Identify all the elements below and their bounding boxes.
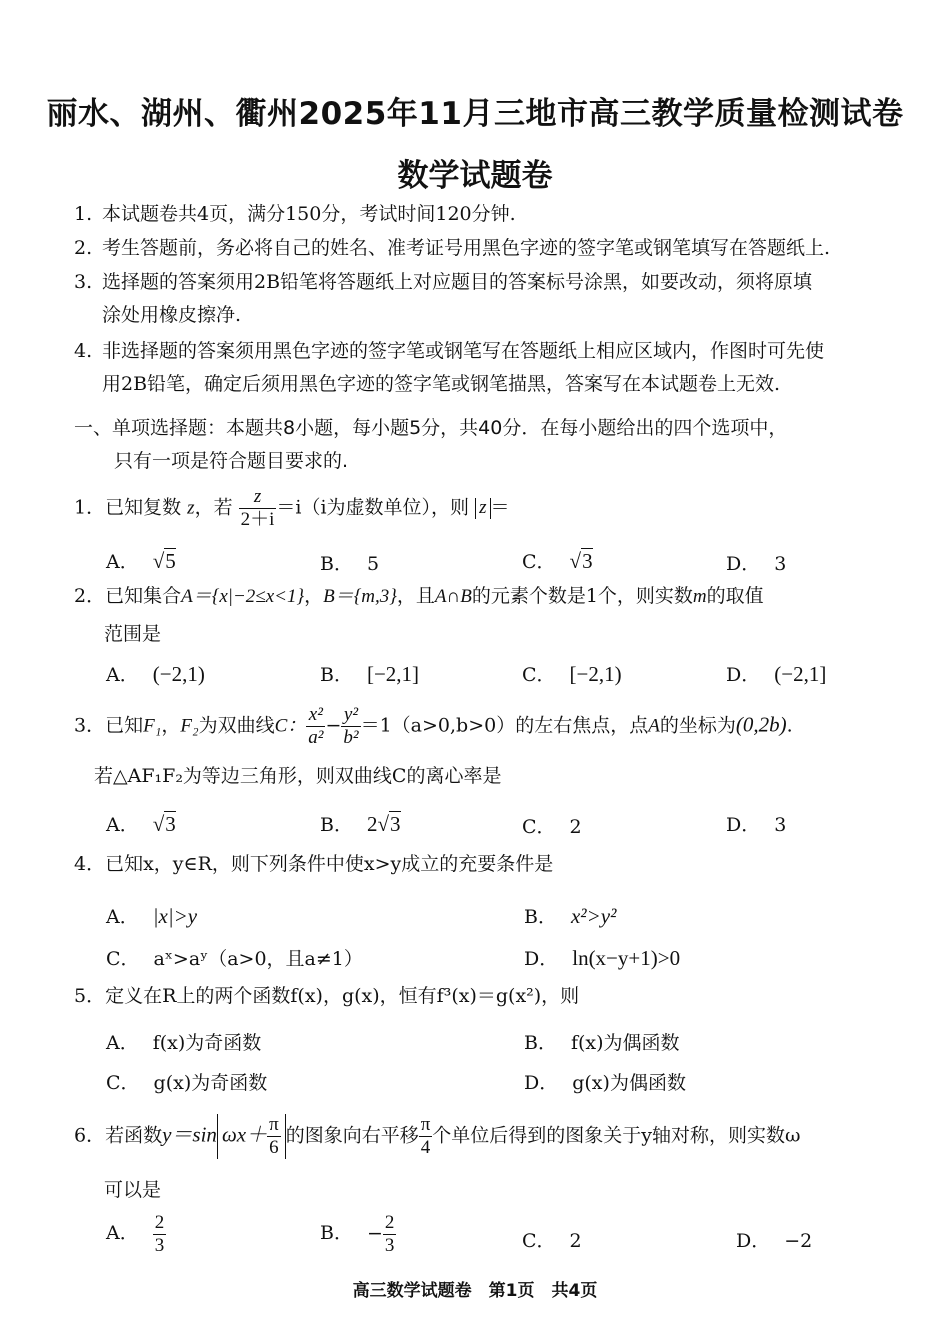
q6-option-b[interactable]: B． − $\frac{2}{3}$ — [320, 1212, 395, 1256]
q6-shift-fraction: $\frac{\pi}{4}$ — [420, 1114, 431, 1158]
q1-option-c[interactable]: C． √3 — [522, 549, 593, 573]
q2-option-d[interactable]: D． (−2,1] — [726, 662, 827, 686]
note-4: 4. 非选择题的答案须用黑色字迹的签字笔或钢笔写在答题纸上相应区域内，作图时可先使 — [74, 340, 825, 362]
q4-option-b[interactable]: B． x²>y² — [524, 904, 617, 928]
question-2-cont: 范围是 — [104, 623, 162, 645]
q3-option-b[interactable]: B． 2√3 — [320, 812, 401, 836]
q4-option-a[interactable]: A． |x|>y — [106, 904, 198, 928]
question-2: 2．已知集合A＝{x|−2≤x<1}，B＝{m,3}，且A∩B的元素个数是1个，则实数m的取值 — [74, 585, 764, 607]
section-1-header-cont: 只有一项是符合题目要求的. — [114, 450, 349, 472]
question-5: 5．定义在R上的两个函数f(x)，g(x)，恒有f³(x)＝g(x²)，则 — [74, 985, 580, 1007]
section-1-header: 一、单项选择题：本题共8小题，每小题5分，共40分．在每小题给出的四个选项中， — [74, 417, 788, 439]
q3-option-c[interactable]: C． 2 — [522, 816, 582, 838]
q2-option-a[interactable]: A． (−2,1) — [106, 662, 205, 686]
q5-option-a[interactable]: A． f(x)为奇函数 — [106, 1032, 262, 1054]
question-6-cont: 可以是 — [104, 1179, 162, 1201]
q5-option-c[interactable]: C． g(x)为奇函数 — [106, 1072, 268, 1094]
q6-option-c[interactable]: C． 2 — [522, 1230, 582, 1252]
q1-option-b[interactable]: B． 5 — [320, 553, 380, 575]
question-3-cont: 若△AF₁F₂为等边三角形，则双曲线C的离心率是 — [94, 765, 502, 787]
note-2: 2. 考生答题前，务必将自己的姓名、准考证号用黑色字迹的签字笔或钢笔填写在答题纸上. — [74, 237, 831, 259]
exam-title: 丽水、湖州、衢州2025年11月三地市高三教学质量检测试卷 — [46, 96, 904, 132]
q1-option-a[interactable]: A． √5 — [106, 549, 176, 573]
q2-option-c[interactable]: C． [−2,1) — [522, 662, 622, 686]
note-1: 1. 本试题卷共4页，满分150分，考试时间120分钟. — [74, 203, 516, 225]
q4-option-d[interactable]: D． ln(x−y+1)>0 — [524, 946, 681, 970]
page-footer: 高三数学试题卷 第1页 共4页 — [352, 1281, 598, 1301]
q3-option-d[interactable]: D． 3 — [726, 814, 787, 836]
note-3: 3. 选择题的答案须用2B铅笔将答题纸上对应题目的答案标号涂黑，如要改动，须将原填 — [74, 271, 813, 293]
q6-option-d[interactable]: D． −2 — [736, 1230, 813, 1252]
exam-subtitle: 数学试题卷 — [397, 158, 553, 194]
q5-option-d[interactable]: D． g(x)为偶函数 — [524, 1072, 686, 1094]
q4-option-c[interactable]: C． aˣ>aʸ（a>0，且a≠1） — [106, 948, 363, 970]
q1-modulus: z — [475, 498, 490, 519]
q5-option-b[interactable]: B． f(x)为偶函数 — [524, 1032, 680, 1054]
q1-fraction: $\frac{z}{2+i}$ — [240, 486, 275, 530]
note-4-cont: 用2B铅笔，确定后须用黑色字迹的签字笔或钢笔描黑，答案写在本试题卷上无效. — [102, 373, 781, 395]
question-3: 3．已知F₁，F₂为双曲线C： $\frac{\text{x²}}{\text{a²}}$ − $\frac{\text{y²}}{\text{b²}}$ ＝1（a>0,b>0）的左右焦点，点A的坐标为(0,2b). — [74, 704, 793, 748]
q3-y-fraction: $\frac{\text{y²}}{\text{b²}}$ — [343, 704, 359, 748]
question-4: 4．已知x，y∈R，则下列条件中使x>y成立的充要条件是 — [74, 853, 554, 875]
question-1: 1．已知复数 z，若 $\frac{z}{2+i}$ ＝i（i为虚数单位），则 z ＝ — [74, 486, 510, 530]
q3-x-fraction: $\frac{\text{x²}}{\text{a²}}$ — [308, 704, 324, 748]
question-6: 6．若函数y＝sin ωx＋ $\frac{\pi}{6}$ 的图象向右平移 $\frac{\pi}{4}$ 个单位后得到的图象关于y轴对称，则实数ω — [74, 1114, 801, 1158]
q6-abs-expression: ωx＋ $\frac{\pi}{6}$ — [217, 1114, 286, 1159]
q2-option-b[interactable]: B． [−2,1] — [320, 662, 420, 686]
q3-option-a[interactable]: A． √3 — [106, 812, 176, 836]
q1-option-d[interactable]: D． 3 — [726, 553, 787, 575]
q6-option-a[interactable]: A． $\frac{2}{3}$ — [106, 1212, 165, 1256]
note-3-cont: 涂处用橡皮擦净. — [102, 304, 242, 326]
